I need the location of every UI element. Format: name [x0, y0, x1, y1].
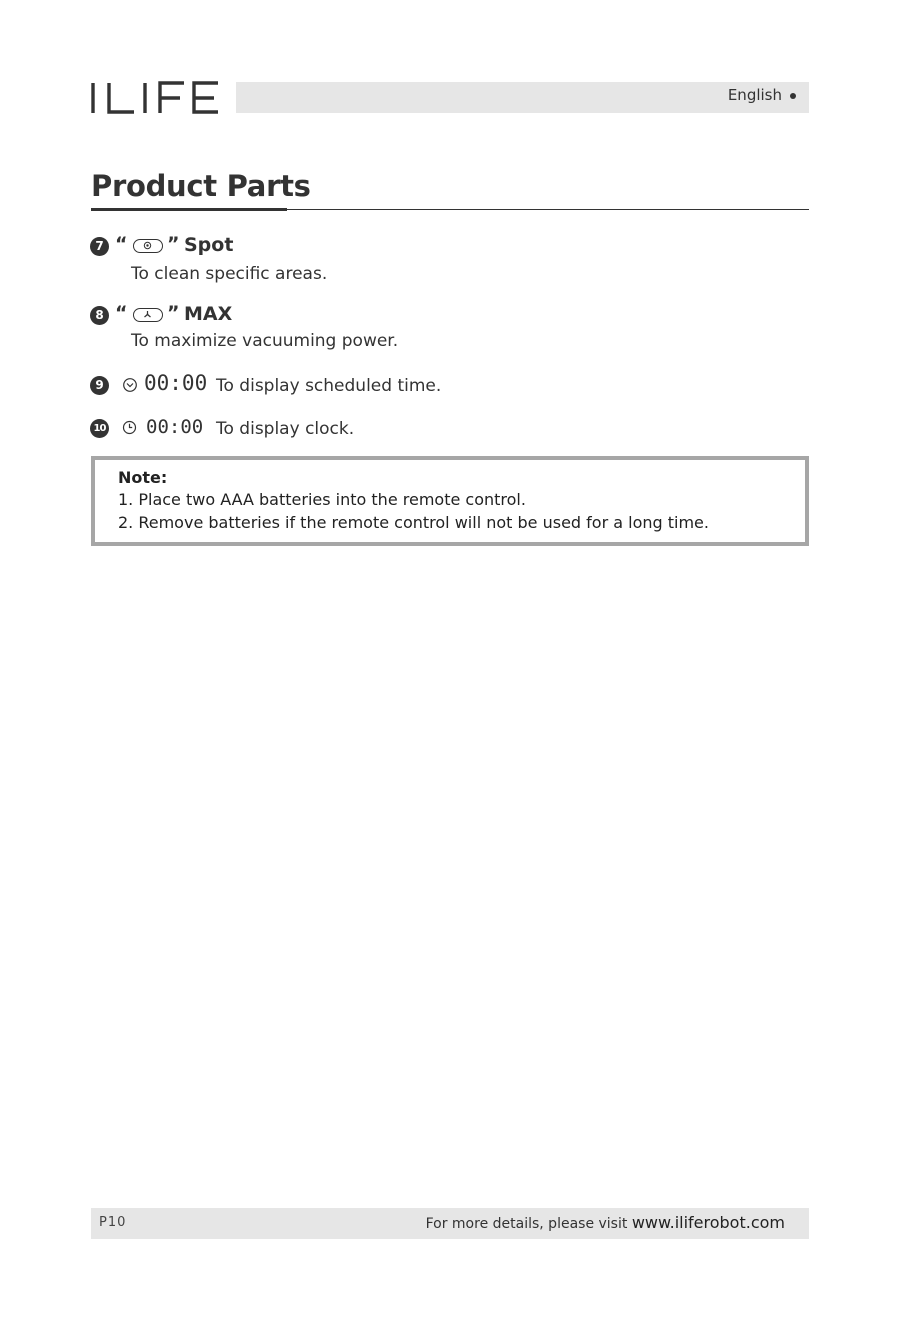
clock-icon: [122, 420, 137, 435]
ilife-logo: [90, 80, 220, 116]
title-rule: [287, 209, 809, 210]
item-name: Spot: [184, 234, 234, 256]
open-quote: “: [115, 302, 128, 324]
schedule-icon: [122, 377, 138, 393]
close-quote: ”: [167, 302, 180, 324]
footer-visit-text: For more details, please visit: [425, 1216, 628, 1232]
item-description: To maximize vacuuming power.: [131, 331, 399, 351]
header-bar: [236, 82, 809, 113]
item-description: To clean specific areas.: [131, 264, 328, 284]
item-name: MAX: [184, 303, 233, 325]
item-description: To display clock.: [216, 419, 355, 439]
item-description: To display scheduled time.: [216, 376, 442, 396]
page-number: P10: [99, 1215, 127, 1230]
spot-button-icon: [133, 239, 163, 253]
item-number-badge: 9: [90, 376, 109, 395]
language-text: English: [727, 86, 782, 104]
title-underline: [91, 208, 287, 211]
close-quote: ”: [167, 233, 180, 255]
clock-display: 00:00: [146, 416, 204, 438]
max-button-icon: [133, 308, 163, 322]
page-title: Product Parts: [91, 169, 311, 203]
footer-text: [426, 1213, 785, 1232]
note-title: Note:: [118, 468, 168, 487]
open-quote: “: [115, 233, 128, 255]
item-number-badge: 7: [90, 237, 109, 256]
note-line: 1. Place two AAA batteries into the remote control.: [118, 490, 526, 509]
website-link[interactable]: www.iliferobot.com: [631, 1213, 785, 1232]
schedule-time-display: 00:00: [144, 371, 208, 395]
language-label: [728, 86, 796, 104]
item-number-badge: 10: [90, 419, 109, 438]
note-line: 2. Remove batteries if the remote control will not be used for a long time.: [118, 513, 709, 532]
item-number-badge: 8: [90, 306, 109, 325]
bullet-icon: [790, 93, 796, 99]
